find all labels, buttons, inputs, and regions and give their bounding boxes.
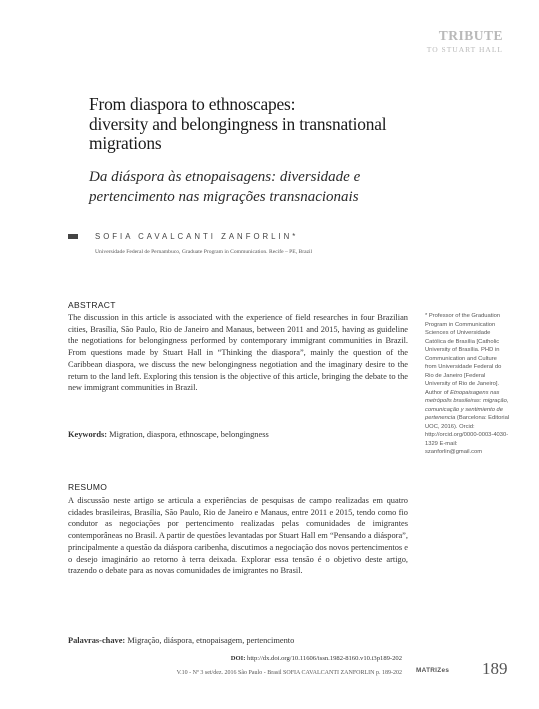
tribute-header — [427, 28, 503, 54]
title-portuguese — [89, 168, 409, 207]
resumo-heading: RESUMO — [68, 482, 108, 492]
keywords-label: Keywords: — [68, 430, 108, 439]
author-row — [68, 232, 298, 241]
palavras-chave-text: Migração, diáspora, etnopaisagem, pertencimento — [125, 636, 295, 645]
doi-line — [231, 655, 402, 662]
footnote-book-title: Etnopaisagens nas metrópolis brasileiras: migração, comunicação y sentimiento de pertenencia — [425, 389, 509, 421]
doi-label: DOI: — [230, 655, 246, 662]
page-number: 189 — [482, 659, 508, 678]
title-en-line: migrations — [89, 133, 162, 153]
issue-line: V.10 - Nº 3 set/dez. 2016 São Paulo - Brasil SOFIA CAVALCANTI ZANFORLIN p. 189-202 — [176, 670, 402, 676]
author-affiliation: Universidade Federal de Pernambuco, Graduate Program in Communication. Recife – PE, Brazil — [95, 249, 313, 255]
tribute-label: TRIBUTE — [438, 28, 503, 43]
resumo-text: A discussão neste artigo se articula a experiências de pesquisas de campo realizadas em quatro cidades brasileiras, Brasília, São Paulo, Rio de Janeiro e Manaus, entre 2011 e 2015, tendo como fio condutor as negociações por pertencimento realizadas pelas comunidades de imigrantes contemporâneas no Brasil. A partir de questões levantadas por Stuart Hall em “Pensando a diáspora”, principalmente a questão da diáspora caribenha, discutimos a negociação dos novos pertencimentos e o desejo imaginário ao retorno à terra deixada. Explorar essa tensão é o objetivo deste artigo, trazendo o debate para as novas comunidades de imigrantes no Brasil. — [68, 496, 408, 576]
author-footnote — [425, 312, 510, 457]
title-english — [89, 95, 429, 154]
author-name: SOFIA CAVALCANTI ZANFORLIN* — [95, 232, 299, 241]
resumo-keywords — [68, 636, 294, 645]
author-marker — [68, 234, 78, 239]
doi-link[interactable]: http://dx.doi.org/10.11606/issn.1982-8160.v10.i3p189-202 — [245, 655, 402, 662]
keywords-text: Migration, diaspora, ethnoscape, belongingness — [107, 430, 269, 439]
abstract-text: The discussion in this article is associated with the experience of field researches in four Brazilian cities, Brasília, São Paulo, Rio de Janeiro and Manaus, between 2011 and 2015, having as guideline the negotiations for belongingness performed by contemporary immigrant communities in Brazil. From questions made by Stuart Hall in “Thinking the diaspora”, mainly the question of the Caribbean diaspora, we discuss the new belongingness negotiation and the imaginary desire to the return to the land left. Exploring this tension is the objective of this article, bringing the debate to the new immigrant communities in Brazil. — [68, 313, 408, 393]
abstract-heading: ABSTRACT — [68, 300, 116, 310]
abstract-keywords — [68, 430, 269, 439]
title-en-line: diversity and belongingness in transnational — [89, 113, 387, 134]
palavras-chave-label: Palavras-chave: — [68, 636, 126, 645]
footnote-text-end: (Barcelona: Editorial UOC, 2016). Orcid: http://orcid.org/0000-0003-4030-1329 E-mail: szanforlin@gmail.com — [425, 415, 510, 455]
footnote-text-start: * Professor of the Graduation Program in Communication Sciences of Universidade Católica de Brasília [Catholic University of Brasília. PHD in Communication and Culture from Universidade Federal do Rio de Janeiro [Federal University of Rio de Janeiro]. Author of — [425, 313, 502, 396]
journal-logo: MATRIZes — [416, 667, 450, 674]
tribute-subtitle: TO STUART HALL — [426, 45, 503, 54]
title-pt-line: Da diáspora às etnopaisagens: diversidade e — [89, 169, 361, 185]
title-pt-line: pertencimento nas migrações transnacionais — [89, 188, 359, 205]
title-en-line: From diaspora to ethnoscapes: — [89, 94, 296, 114]
